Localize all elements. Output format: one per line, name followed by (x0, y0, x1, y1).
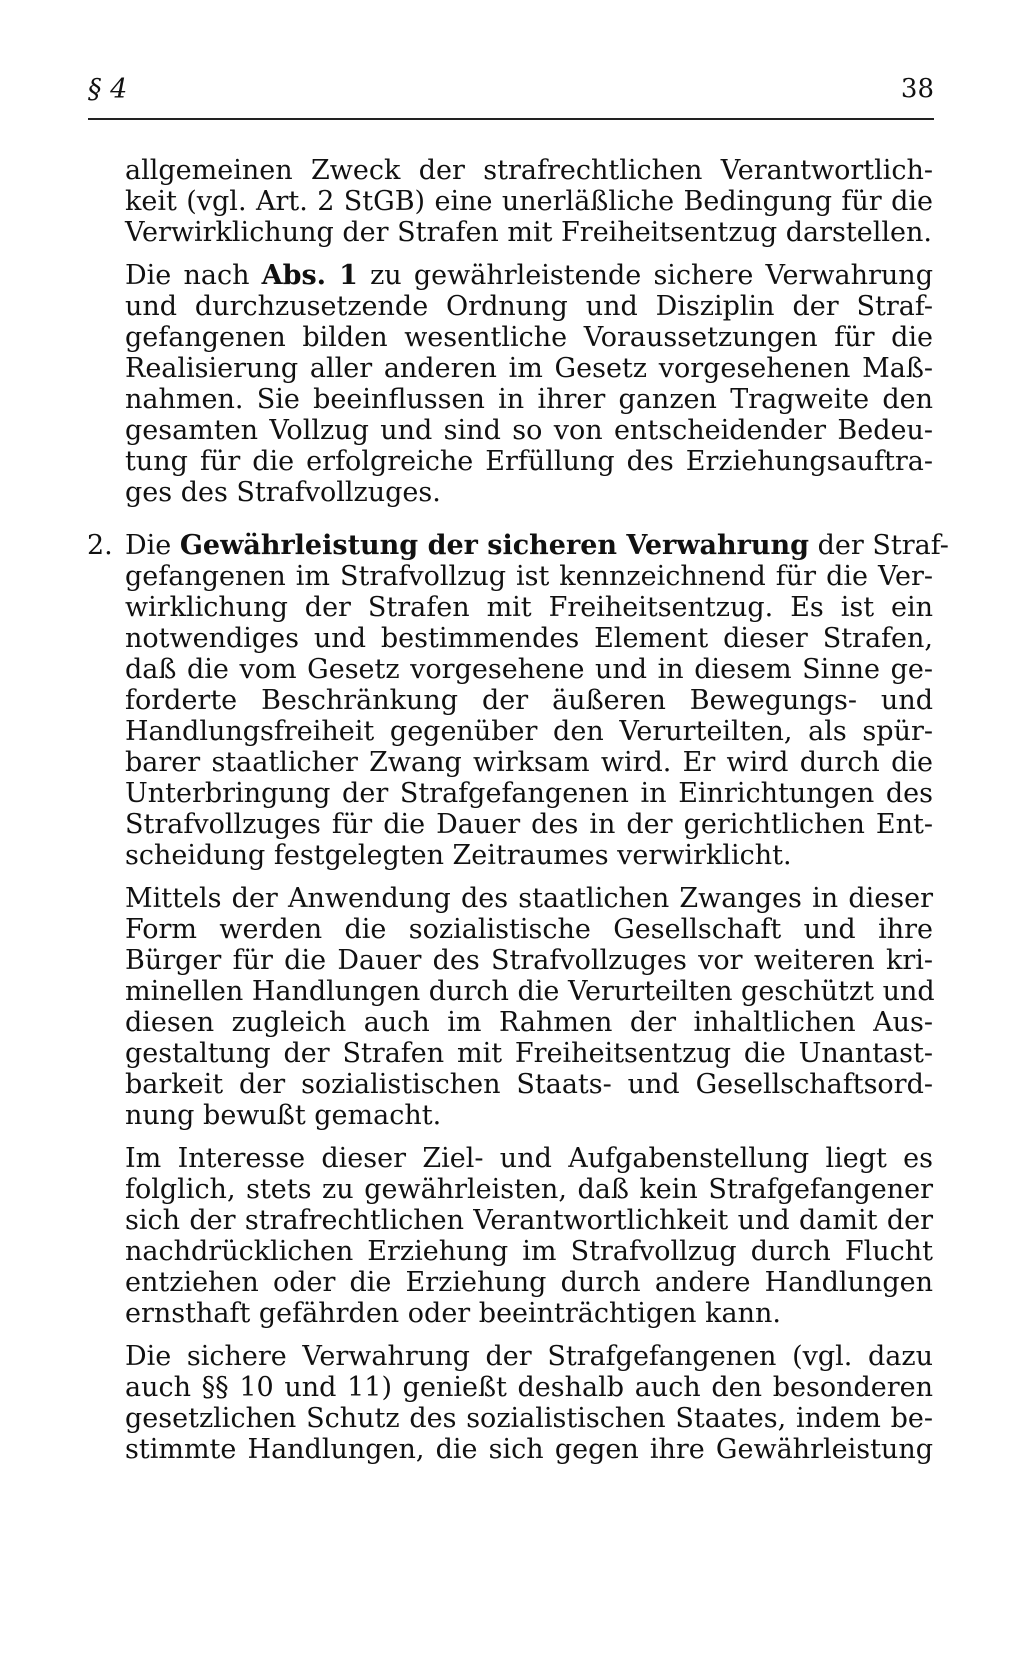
text-line: Im Interesse dieser Ziel- und Aufgabenstellung liegt es (125, 1143, 933, 1174)
text-line: minellen Handlungen durch die Verurteilten geschützt und (125, 976, 935, 1007)
text-line: Strafvollzuges für die Dauer des in der gerichtlichen Ent- (125, 809, 933, 840)
text-line: tung für die erfolgreiche Erfüllung des Erziehungsauftra- (125, 446, 933, 477)
text-line: barkeit der sozialistischen Staats- und Gesellschaftsord- (125, 1069, 933, 1100)
text-line: diesen zugleich auch im Rahmen der inhaltlichen Aus- (125, 1007, 933, 1038)
text-line: ernsthaft gefährden oder beeinträchtigen kann. (125, 1298, 781, 1329)
text-line: gefangenen im Strafvollzug ist kennzeichnend für die Ver- (125, 561, 933, 592)
paragraph-number: 2. (87, 530, 113, 561)
text-line: gestaltung der Strafen mit Freiheitsentzug die Unantast- (125, 1038, 933, 1069)
text-line: Die sichere Verwahrung der Strafgefangenen (vgl. dazu (125, 1341, 933, 1372)
text-line: scheidung festgelegten Zeitraumes verwirklicht. (125, 840, 792, 871)
paragraph-5 (125, 1143, 933, 1329)
text-line: keit (vgl. Art. 2 StGB) eine unerläßliche Bedingung für die (125, 186, 933, 217)
text-line: Verwirklichung der Strafen mit Freiheitsentzug darstellen. (125, 217, 932, 248)
paragraph-2 (125, 260, 933, 508)
text-line: und durchzusetzende Ordnung und Disziplin der Straf- (125, 291, 933, 322)
text-line: wirklichung der Strafen mit Freiheitsentzug. Es ist ein (125, 592, 933, 623)
bold-heading: Gewährleistung der sicheren Verwahrung (179, 530, 810, 561)
text-run: Die nach (125, 260, 262, 291)
text-line: folglich, stets zu gewährleisten, daß kein Strafgefangener (125, 1174, 933, 1205)
text-line (125, 530, 949, 561)
text-run: zu gewährleistende sichere Verwahrung (357, 260, 933, 291)
text-line: Mittels der Anwendung des staatlichen Zwanges in dieser (125, 883, 933, 914)
bold-reference: Abs. 1 (261, 260, 358, 291)
text-line: Realisierung aller anderen im Gesetz vorgesehenen Maß- (125, 353, 933, 384)
text-line: nachdrücklichen Erziehung im Strafvollzug durch Flucht (125, 1236, 933, 1267)
text-line: ges des Strafvollzuges. (125, 477, 441, 508)
text-line (125, 260, 933, 291)
paragraph-4 (125, 883, 933, 1131)
text-line: entziehen oder die Erziehung durch andere Handlungen (125, 1267, 933, 1298)
text-line: daß die vom Gesetz vorgesehene und in diesem Sinne ge- (125, 654, 933, 685)
text-line: notwendiges und bestimmendes Element dieser Strafen, (125, 623, 933, 654)
paragraph-6 (125, 1341, 933, 1465)
text-line: auch §§ 10 und 11) genießt deshalb auch den besonderen (125, 1372, 933, 1403)
text-line: nung bewußt gemacht. (125, 1100, 442, 1131)
text-run: Die (125, 530, 180, 561)
text-line: stimmte Handlungen, die sich gegen ihre Gewährleistung (125, 1434, 933, 1465)
text-line: Bürger für die Dauer des Strafvollzuges vor weiteren kri- (125, 945, 933, 976)
page-number: 38 (900, 74, 934, 104)
text-line: gesetzlichen Schutz des sozialistischen Staates, indem be- (125, 1403, 933, 1434)
section-reference: § 4 (88, 74, 128, 105)
text-run: der Straf- (809, 530, 949, 561)
text-line: gefangenen bilden wesentliche Voraussetzungen für die (125, 322, 933, 353)
text-line: Form werden die sozialistische Gesellschaft und ihre (125, 914, 933, 945)
page-header (88, 74, 934, 120)
text-line: forderte Beschränkung der äußeren Bewegungs- und (125, 685, 933, 716)
text-line: sich der strafrechtlichen Verantwortlichkeit und damit der (125, 1205, 933, 1236)
text-line: allgemeinen Zweck der strafrechtlichen Verantwortlich- (125, 155, 933, 186)
text-line: Unterbringung der Strafgefangenen in Einrichtungen des (125, 778, 933, 809)
numbered-paragraph-2 (87, 530, 949, 871)
text-line: Handlungsfreiheit gegenüber den Verurteilten, als spür- (125, 716, 933, 747)
body-text (87, 155, 949, 1477)
text-line: barer staatlicher Zwang wirksam wird. Er wird durch die (125, 747, 933, 778)
text-line: nahmen. Sie beeinflussen in ihrer ganzen Tragweite den (125, 384, 933, 415)
text-line: gesamten Vollzug und sind so von entscheidender Bedeu- (125, 415, 933, 446)
paragraph-1 (125, 155, 933, 248)
